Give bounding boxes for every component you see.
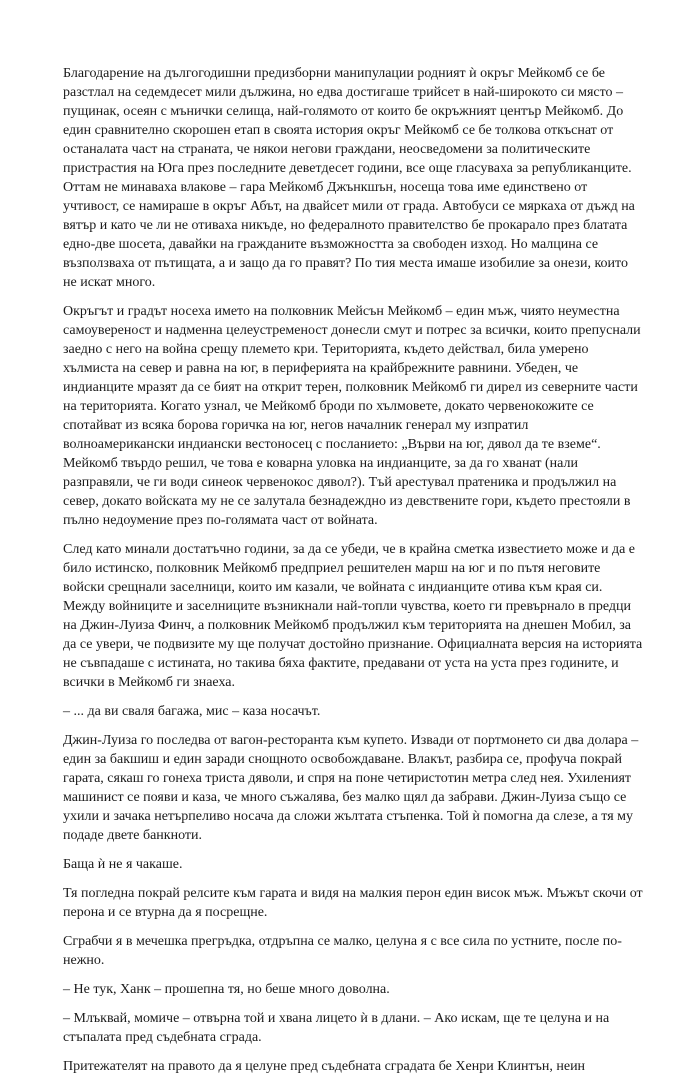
paragraph-3: След като минали достатъчно години, за да се убеди, че в крайна сметка известието може и да е било истинско, полковник Мейкомб предприел решителен марш на юг и по пътя неговите войски срещнали заселници, които им казали, че войната с индианците отива към края си. Между войниците и заселниците възникнали най-топли чувства, което ги превърнало в предци на Джин-Луиза Финч, а полковник Мейкомб продължил към територията на днешен Мобил, за да се увери, че подвизите му ще получат достойно признание. Официалната версия на историята не съвпадаше с истината, но такива бяха фактите, предавани от уста на уста през годините, и всички в Мейкомб ги знаеха.	[63, 542, 643, 690]
paragraph-6: Баща ѝ не я чакаше.	[63, 857, 183, 872]
paragraph-7: Тя погледна покрай релсите към гарата и видя на малкия перон един висок мъж. Мъжът скочи от перона и се втурна да я посрещне.	[63, 886, 643, 920]
paragraph-5: Джин-Луиза го последва от вагон-ресторанта към купето. Извади от портмонето си два долара – един за бакшиш и един заради снощното освобождаване. Влакът, разбира се, профуча покрай гарата, сякаш го гонеха триста дяволи, и спря на поне четиристотин метра след нея. Ухиленият машинист се появи и каза, че много съжалява, без малко щял да забрави. Джин-Луиза също се ухили и зачака нетърпеливо носача да сложи жълтата стъпенка. Той ѝ помогна да слезе, а тя му подаде двете банкноти.	[63, 733, 639, 843]
paragraph-11: Притежателят на правото да я целуне пред съдебната сградата бе Хенри Клинтън, неин	[63, 1059, 586, 1074]
paragraph-1: Благодарение на дългогодишни предизборни манипулации родният ѝ окръг Мейкомб се бе разстлал на седемдесет мили дължина, но едва достигаше трийсет в най-широкото си място – пущинак, осеян с мънички селища, най-голямото от които бе окръжният център Мейкомб. До един сравнително скорошен етап в своята история окръг Мейкомб се бе толкова откъснат от останалата част на страната, че някои негови граждани, неосведомени за политическите пристрастия на Юга през последните деветдесет години, все още гласуваха за републиканците. Оттам не минаваха влакове – гара Мейкомб Джънкшън, носеща това име единствено от учтивост, се намираше в окръг Абът, на двайсет мили от града. Автобуси се мяркаха от дъжд на вятър и като че ли не отиваха никъде, но федералното правителство бе прокарало през блатата едно-две шосета, давайки на гражданите възможността за свободен изход. Но малцина се възползваха от пътищата, а и защо да го правят? По тия места имаше изобилие за онези, които не искат много.	[63, 66, 635, 290]
paragraph-8: Сграбчи я в мечешка прегръдка, отдръпна се малко, целуна я с все сила по устните, после по-нежно.	[63, 934, 622, 968]
paragraph-2: Окръгът и градът носеха името на полковник Мейсън Мейкомб – един мъж, чиято неуместна самоувереност и надменна целеустременост донесли смут и потрес за всички, които препуснали заедно с него на война срещу племето кри. Територията, където действал, била умерено хълмиста на север и равна на юг, в периферията на крайбрежните равнини. Убеден, че индианците мразят да се бият на открит терен, полковник Мейкомб ги дирел из северните части на територията. Когато узнал, че Мейкомб броди по хълмовете, докато червенокожите се спотайват из всяка борова горичка на юг, негов началник генерал му изпратил волноамерикански индиански вестоносец с посланието: „Върви на юг, дявол да те вземе“. Мейкомб твърдо решил, че това е коварна уловка на индианците, за да го хванат (нали разправяли, че ги води синеок червенокос дявол?). Тъй арестувал пратеника и продължил на север, докато войската му не се залутала безнадеждно из девствените гори, където престояли в пълно недоумение през по-голямата част от войната.	[63, 304, 641, 528]
paragraph-10: – Млъквай, момиче – отвърна той и хвана лицето ѝ в длани. – Ако искам, ще те целуна и на стъпалата пред съдебната сграда.	[63, 1011, 610, 1045]
paragraph-4: – ... да ви сваля багажа, мис – каза носачът.	[63, 704, 321, 719]
document-page	[63, 64, 643, 1086]
paragraph-9: – Не тук, Ханк – прошепна тя, но беше много доволна.	[63, 982, 390, 997]
